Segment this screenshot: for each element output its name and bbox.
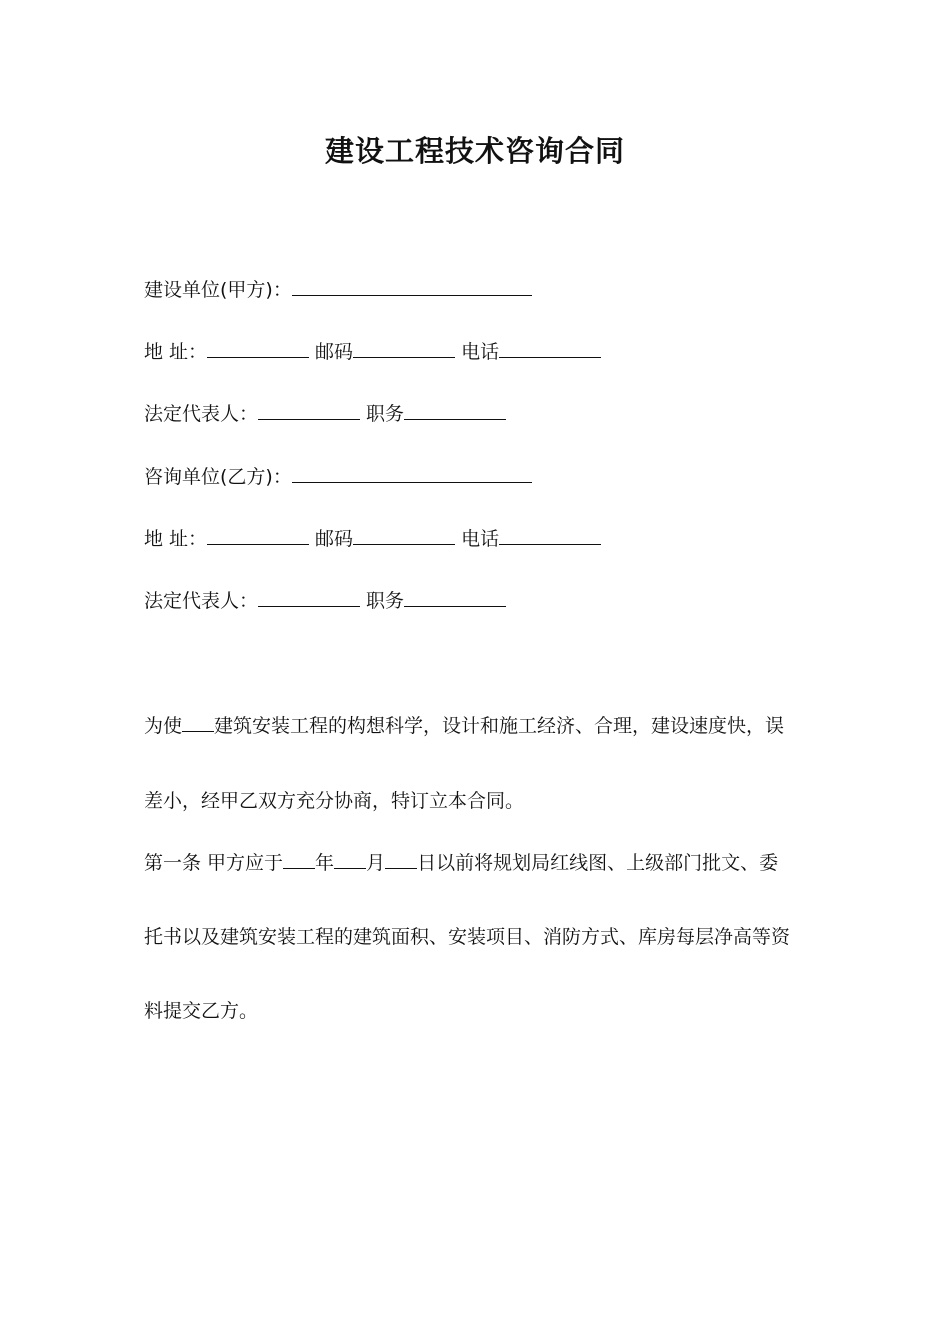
party-a-phone-label: 电话: [461, 341, 500, 363]
article-1-rest: 日以前将规划局红线图、上级部门批文、委: [417, 852, 779, 874]
party-a-unit-label: 建设单位(甲方)：: [144, 279, 292, 301]
party-b-unit-line: [144, 463, 532, 490]
party-b-position-blank[interactable]: [404, 587, 506, 607]
party-b-address-label: 地 址：: [144, 528, 208, 550]
party-b-position-label: 职务: [366, 590, 405, 612]
party-b-unit-label: 咨询单位(乙方)：: [144, 466, 292, 488]
article-1-line-1: [144, 849, 804, 876]
article-1-start: 第一条 甲方应于: [144, 852, 284, 874]
party-b-rep-line: [144, 587, 506, 614]
party-a-rep-line: [144, 400, 506, 427]
party-b-address-line: [144, 525, 601, 552]
intro-start: 为使: [144, 715, 183, 737]
party-a-phone-blank[interactable]: [499, 338, 601, 358]
intro-line-1: [144, 712, 804, 739]
party-a-position-blank[interactable]: [404, 400, 506, 420]
party-a-unit-blank[interactable]: [292, 276, 532, 296]
year-label: 年: [315, 852, 335, 874]
party-a-postcode-label: 邮码: [315, 341, 354, 363]
party-b-postcode-label: 邮码: [315, 528, 354, 550]
party-a-rep-blank[interactable]: [258, 400, 360, 420]
party-a-position-label: 职务: [366, 403, 405, 425]
party-b-postcode-blank[interactable]: [353, 525, 455, 545]
day-blank[interactable]: [385, 849, 417, 869]
month-blank[interactable]: [334, 849, 366, 869]
party-a-rep-label: 法定代表人：: [144, 403, 259, 425]
party-a-unit-line: [144, 276, 532, 303]
party-a-address-blank[interactable]: [207, 338, 309, 358]
intro-rest: 建筑安装工程的构想科学，设计和施工经济、合理，建设速度快，误: [214, 715, 785, 737]
party-a-address-label: 地 址：: [144, 341, 208, 363]
month-label: 月: [366, 852, 386, 874]
project-name-blank[interactable]: [182, 712, 214, 732]
year-blank[interactable]: [283, 849, 315, 869]
party-a-postcode-blank[interactable]: [353, 338, 455, 358]
article-1-line-2: 托书以及建筑安装工程的建筑面积、安装项目、消防方式、库房每层净高等资: [144, 926, 791, 948]
party-b-rep-blank[interactable]: [258, 587, 360, 607]
party-b-phone-label: 电话: [461, 528, 500, 550]
article-1-line-3: 料提交乙方。: [144, 1000, 259, 1022]
party-b-unit-blank[interactable]: [292, 463, 532, 483]
party-b-address-blank[interactable]: [207, 525, 309, 545]
party-b-phone-blank[interactable]: [499, 525, 601, 545]
party-b-rep-label: 法定代表人：: [144, 590, 259, 612]
document-title: 建设工程技术咨询合同: [324, 134, 625, 168]
intro-line-2: 差小，经甲乙双方充分协商，特订立本合同。: [144, 790, 525, 812]
party-a-address-line: [144, 338, 601, 365]
